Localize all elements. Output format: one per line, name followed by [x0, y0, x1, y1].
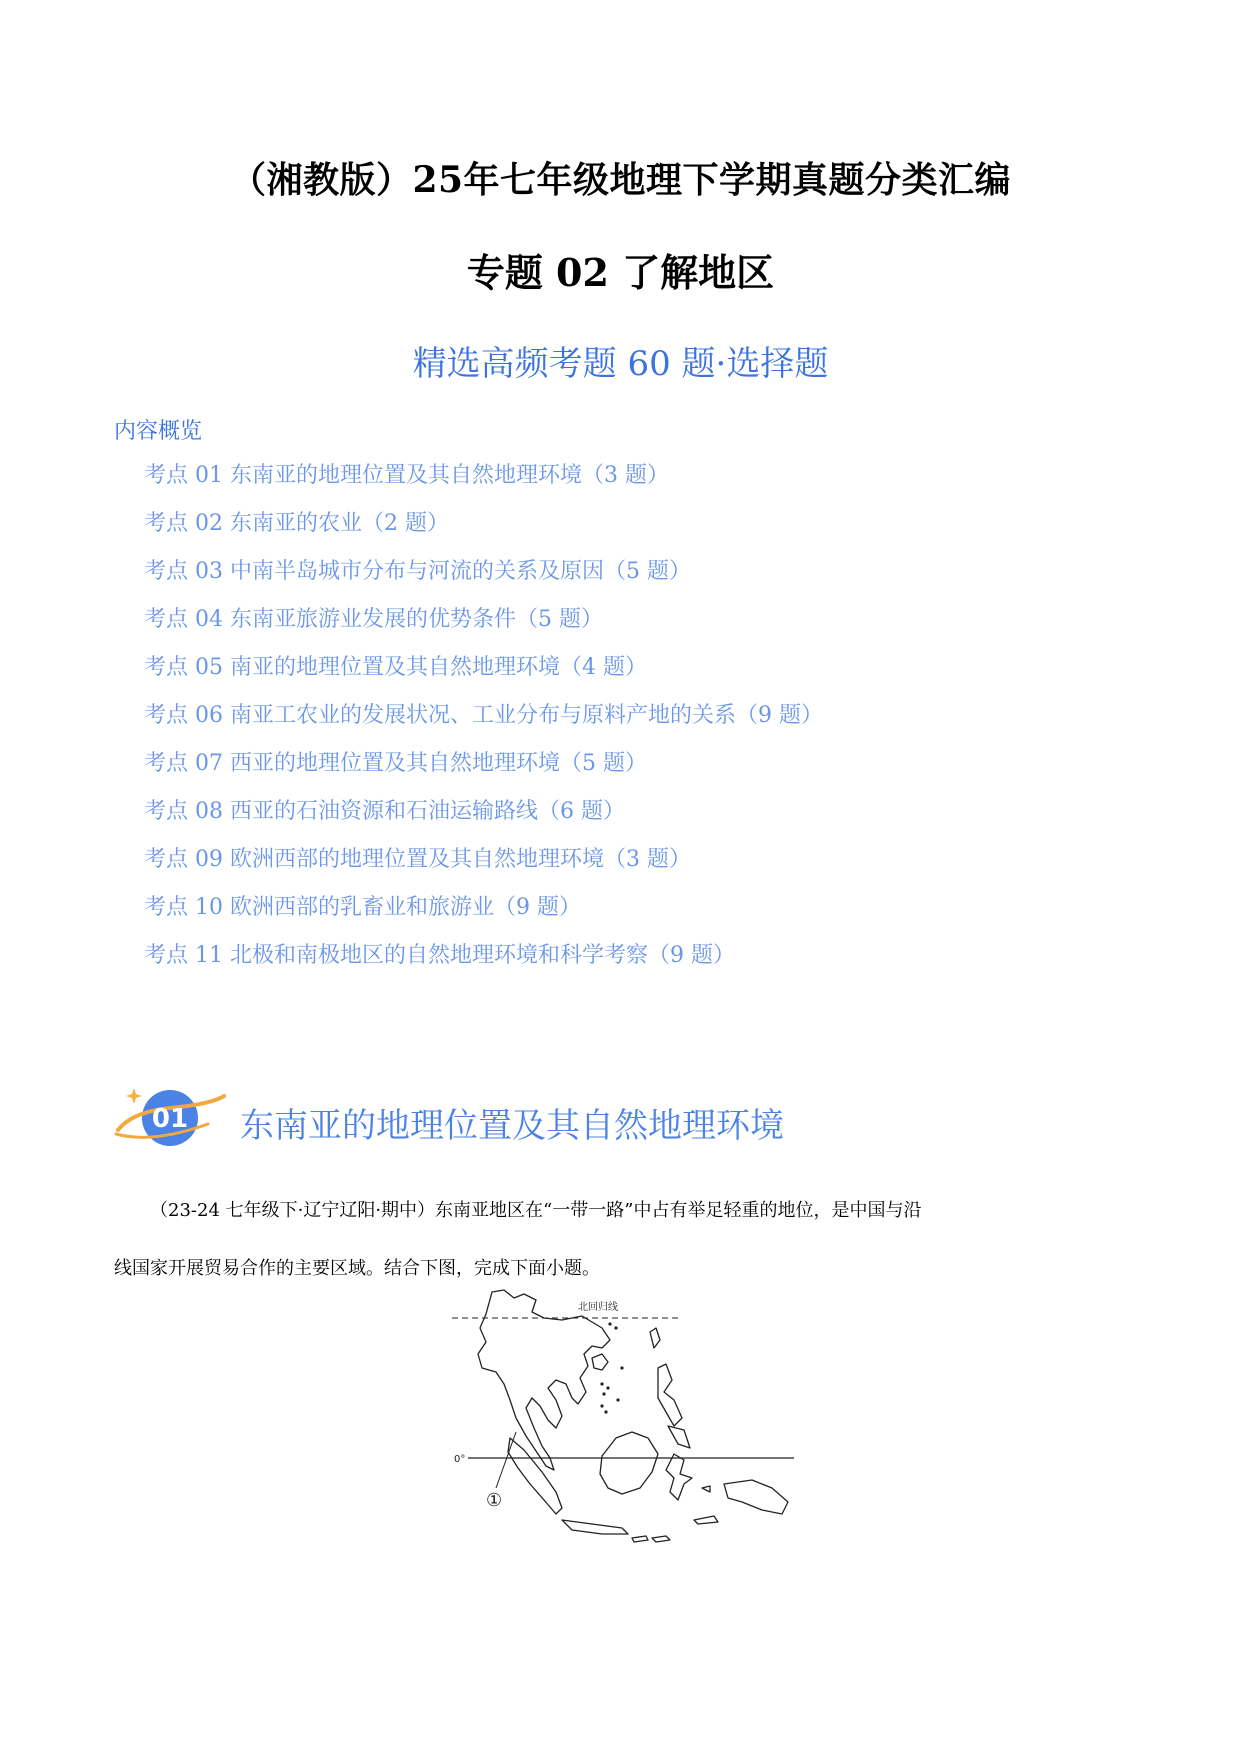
section-badge-number: 01 — [151, 1104, 189, 1134]
toc-item[interactable]: 考点 02 东南亚的农业（2 题） — [144, 511, 449, 536]
toc-item[interactable]: 考点 01 东南亚的地理位置及其自然地理环境（3 题） — [144, 463, 669, 488]
toc-item[interactable]: 考点 07 西亚的地理位置及其自然地理环境（5 题） — [144, 751, 647, 776]
topic-title: 专题 02 了解地区 — [466, 250, 775, 295]
table-of-contents — [144, 452, 823, 980]
toc-item[interactable]: 考点 06 南亚工农业的发展状况、工业分布与原料产地的关系（9 题） — [144, 703, 823, 728]
toc-item[interactable]: 考点 10 欧洲西部的乳畜业和旅游业（9 题） — [144, 895, 581, 920]
equator-label: 0° — [454, 1454, 466, 1465]
question-line-1: （23-24 七年级下·辽宁辽阳·期中）东南亚地区在“一带一路”中占有举足轻重的地位，是中国与沿 — [150, 1200, 922, 1221]
marker-1-label: ① — [486, 1490, 503, 1511]
toc-item[interactable]: 考点 04 东南亚旅游业发展的优势条件（5 题） — [144, 607, 603, 632]
section-title: 东南亚的地理位置及其自然地理环境 — [240, 1106, 784, 1146]
toc-item[interactable]: 考点 11 北极和南极地区的自然地理环境和科学考察（9 题） — [144, 943, 735, 968]
toc-heading: 内容概览 — [114, 419, 203, 444]
toc-item[interactable]: 考点 03 中南半岛城市分布与河流的关系及原因（5 题） — [144, 559, 691, 584]
question-stem — [114, 1182, 1114, 1298]
document-title: （湘教版）25年七年级地理下学期真题分类汇编 — [229, 159, 1012, 201]
toc-item[interactable]: 考点 08 西亚的石油资源和石油运输路线（6 题） — [144, 799, 625, 824]
southeast-asia-map — [452, 1288, 794, 1556]
section-badge-icon — [112, 1078, 232, 1158]
toc-item[interactable]: 考点 05 南亚的地理位置及其自然地理环境（4 题） — [144, 655, 647, 680]
question-set-label: 精选高频考题 60 题·选择题 — [412, 344, 829, 384]
question-line-2: 线国家开展贸易合作的主要区域。结合下图，完成下面小题。 — [114, 1258, 600, 1279]
toc-item[interactable]: 考点 09 欧洲西部的地理位置及其自然地理环境（3 题） — [144, 847, 691, 872]
tropic-label: 北回归线 — [578, 1302, 618, 1313]
